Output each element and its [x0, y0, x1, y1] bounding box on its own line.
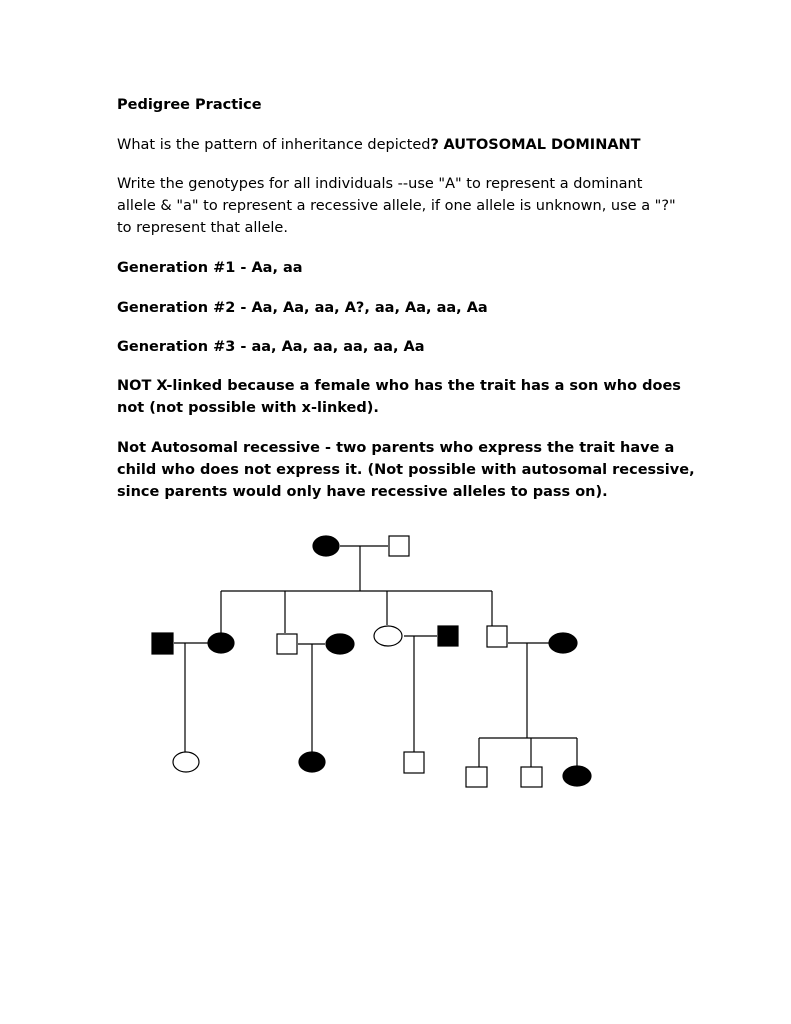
question-mark: ? — [430, 137, 439, 153]
gen3-female-unaffected — [173, 752, 199, 772]
gen3-female-affected — [299, 752, 325, 772]
question-prompt: What is the pattern of inheritance depicted — [117, 137, 431, 153]
generation-genotypes: - Aa, Aa, aa, A?, aa, Aa, aa, Aa — [240, 300, 488, 316]
pedigree-lines — [174, 546, 577, 767]
gen2-male-unaffected — [487, 626, 507, 647]
gen1-female-affected — [313, 536, 339, 556]
autosomal-recessive-explanation-line-3: since parents would only have recessive alleles to pass on). — [117, 484, 608, 500]
instructions-line-1: Write the genotypes for all individuals --use "A" to represent a dominant — [117, 176, 643, 192]
gen3-male-unaffected — [466, 767, 487, 787]
page-title: Pedigree Practice — [117, 97, 262, 113]
gen2-male-affected — [152, 633, 173, 654]
gen2-female-affected — [326, 634, 354, 654]
gen3-male-unaffected — [404, 752, 424, 773]
question-answer: AUTOSOMAL DOMINANT — [443, 137, 641, 153]
gen2-female-affected — [208, 633, 234, 653]
gen2-female-affected — [549, 633, 577, 653]
instructions-line-3: to represent that allele. — [117, 220, 288, 236]
x-linked-explanation-line-2: not (not possible with x-linked). — [117, 400, 379, 416]
generation-label: Generation #3 — [117, 339, 236, 355]
generation-label: Generation #2 — [117, 300, 236, 316]
gen2-male-unaffected — [277, 634, 297, 654]
instructions-line-2: allele & "a" to represent a recessive allele, if one allele is unknown, use a "?" — [117, 198, 676, 214]
gen3-male-unaffected — [521, 767, 542, 787]
gen2-female-unaffected — [374, 626, 402, 646]
generation-genotypes: - aa, Aa, aa, aa, aa, Aa — [240, 339, 425, 355]
gen1-male-unaffected — [389, 536, 409, 556]
autosomal-recessive-explanation-line-1: Not Autosomal recessive - two parents who express the trait have a — [117, 440, 675, 456]
generation-genotypes: - Aa, aa — [240, 260, 303, 276]
gen2-male-affected — [438, 626, 458, 646]
generation-label: Generation #1 — [117, 260, 236, 276]
autosomal-recessive-explanation-line-2: child who does not express it. (Not possible with autosomal recessive, — [117, 462, 695, 478]
x-linked-explanation-line-1: NOT X-linked because a female who has the trait has a son who does — [117, 378, 681, 394]
gen3-female-affected — [563, 766, 591, 786]
